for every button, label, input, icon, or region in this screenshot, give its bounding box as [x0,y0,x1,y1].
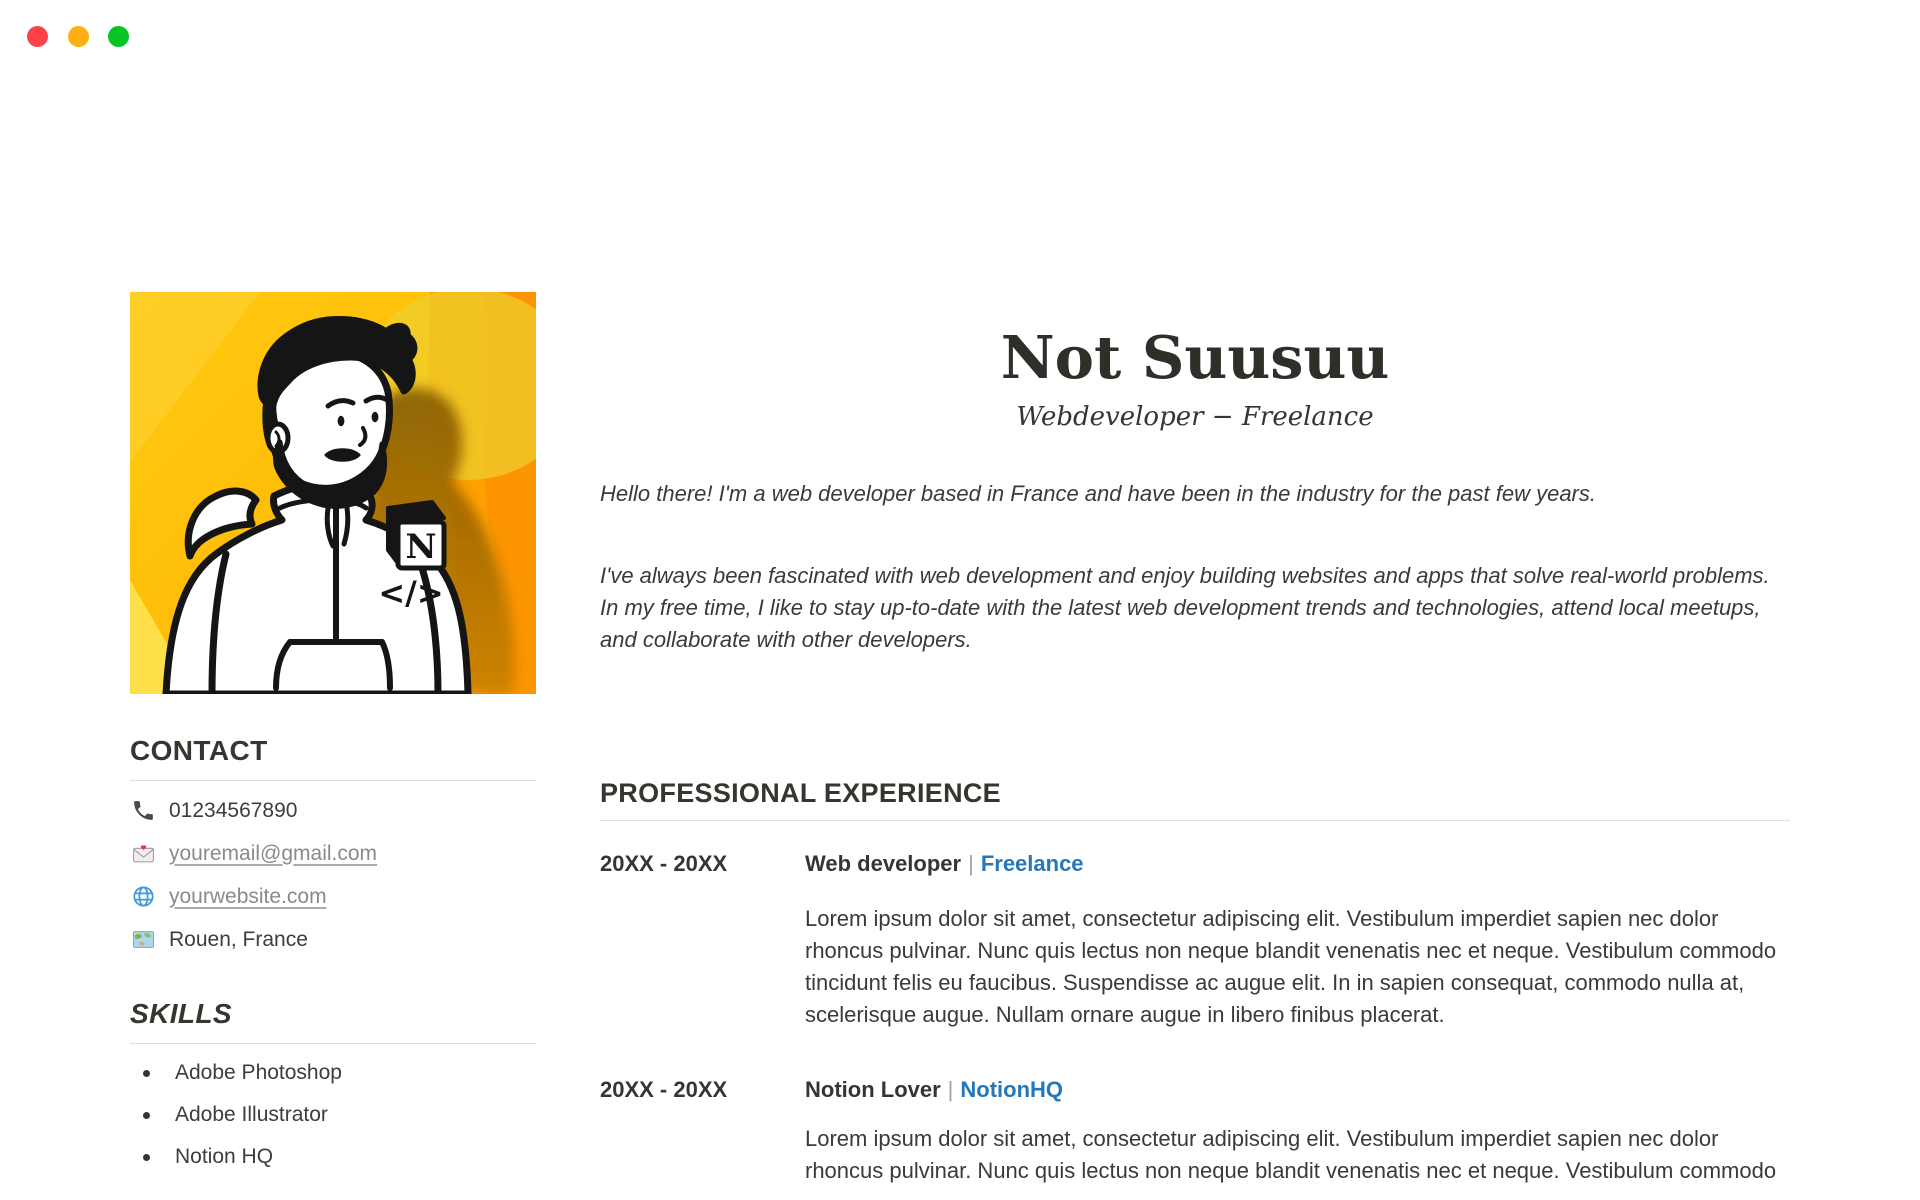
contact-item-location [130,918,536,961]
contact-item-email [130,832,536,875]
experience-heading: PROFESSIONAL EXPERIENCE [600,778,1001,808]
intro-paragraph-2: I've always been fascinated with web development and enjoy building websites and apps that solve real-world problems. In my free time, I like to stay up-to-date with the latest web development trends and technologies, attend local meetups, and collaborate with other developers. [600,563,1770,652]
contact-section [130,733,536,961]
company-link-notionhq[interactable]: NotionHQ [960,1077,1064,1102]
entry-description: Lorem ipsum dolor sit amet, consectetur adipiscing elit. Vestibulum imperdiet sapien nec dolor rhoncus pulvinar. Nunc quis lectus non neque blandit venenatis nec et neque. Vestibulum commodo [805,1126,1777,1183]
svg-text:</>: </> [378,574,444,612]
svg-text:N: N [405,527,437,567]
window-minimize-button[interactable] [68,26,89,47]
entry-dates: 20XX - 20XX [600,851,728,876]
profile-image [130,292,536,694]
contact-heading: CONTACT [130,735,268,766]
skill-item [130,1052,536,1094]
skills-section [130,996,536,1178]
entry-role-line [805,1073,1790,1107]
phone-number: 01234567890 [169,798,298,822]
contact-divider [130,780,536,781]
intro-paragraph-1: Hello there! I'm a web developer based in France and have been in the industry for the past few years. [600,481,1596,506]
window-zoom-button[interactable] [108,26,129,47]
skill-label: Notion HQ [175,1145,274,1168]
bullet-icon [143,1070,150,1077]
skill-item [130,1136,536,1178]
contact-item-phone [130,789,536,832]
phone-icon [130,797,157,824]
subtitle: Webdeveloper − Freelance [1016,402,1374,432]
entry-dates: 20XX - 20XX [600,1077,728,1102]
skill-label: Adobe Photoshop [175,1061,342,1084]
entry-separator: | [968,851,974,876]
entry-content [805,847,1790,1031]
entry-description: Lorem ipsum dolor sit amet, consectetur adipiscing elit. Vestibulum imperdiet sapien nec dolor rhoncus pulvinar. Nunc quis lectus non neque blandit venenatis nec et neque. Vestibulum commodo tincidunt felis eu faucibus. Suspendisse ac augue elit. In in sapien consequat, commodo nulla at, scelerisque augue. Nullam ornare augue in libero finibus placerat. [805,906,1777,1027]
company-link-freelance[interactable]: Freelance [980,851,1084,876]
entry-separator: | [947,1077,954,1102]
entry-role-line [805,847,1790,881]
experience-entry-2 [600,1073,1790,1187]
email-link[interactable]: youremail@gmail.com [169,841,378,865]
skill-label: Adobe Illustrator [175,1103,328,1126]
experience-entry-1 [600,847,1790,1031]
skills-divider [130,1043,536,1044]
bullet-icon [143,1154,150,1161]
contact-item-website [130,875,536,918]
location-text: Rouen, France [169,927,308,951]
world-map-icon [130,926,157,953]
skills-heading: SKILLS [130,998,232,1029]
page-title: Not Suusuu [1000,323,1390,392]
bullet-icon [143,1112,150,1119]
entry-role: Notion Lover [805,1077,941,1102]
globe-icon [130,883,157,910]
entry-role: Web developer [805,851,962,876]
main-column [600,322,1790,1187]
website-link[interactable]: yourwebsite.com [169,884,327,908]
experience-divider [600,820,1790,821]
skill-item [130,1094,536,1136]
love-letter-icon [130,840,157,867]
entry-content [805,1073,1790,1187]
window-close-button[interactable] [27,26,48,47]
